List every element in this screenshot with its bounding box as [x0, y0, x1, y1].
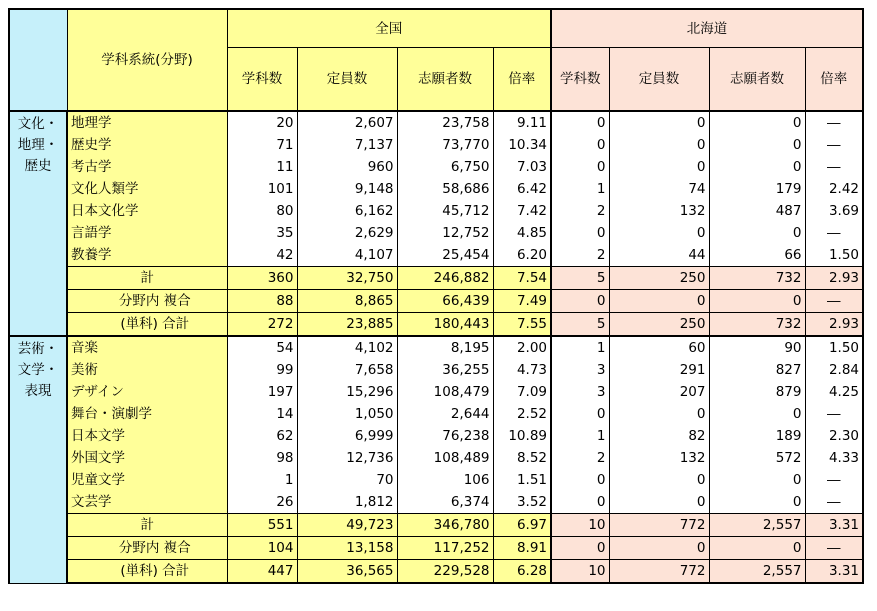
national-applicants-cell: 76,238	[397, 425, 493, 447]
hokkaido-ratio-cell: 1.50	[805, 336, 863, 359]
hokkaido-col-count: 学科数	[551, 48, 609, 112]
hokkaido-capacity-cell: 0	[609, 491, 709, 514]
national-ratio-cell: 4.85	[493, 222, 551, 244]
hokkaido-capacity-cell: 0	[609, 290, 709, 313]
national-applicants-cell: 23,758	[397, 111, 493, 134]
hokkaido-capacity-cell: 60	[609, 336, 709, 359]
national-capacity-cell: 2,629	[297, 222, 397, 244]
table-row	[9, 469, 863, 491]
national-capacity-cell: 12,736	[297, 447, 397, 469]
hokkaido-applicants-cell: 90	[709, 336, 805, 359]
hokkaido-count-cell: 10	[551, 560, 609, 584]
hokkaido-applicants-cell: 879	[709, 381, 805, 403]
hokkaido-capacity-cell: 0	[609, 111, 709, 134]
hokkaido-capacity-cell: 44	[609, 244, 709, 267]
hokkaido-ratio-cell: 2.93	[805, 267, 863, 290]
hokkaido-col-capacity: 定員数	[609, 48, 709, 112]
hokkaido-count-cell: 1	[551, 336, 609, 359]
national-applicants-cell: 25,454	[397, 244, 493, 267]
national-applicants-cell: 346,780	[397, 514, 493, 537]
national-applicants-cell: 106	[397, 469, 493, 491]
table-row	[9, 425, 863, 447]
national-ratio-cell: 4.73	[493, 359, 551, 381]
hokkaido-applicants-cell: 2,557	[709, 560, 805, 584]
national-ratio-cell: 6.97	[493, 514, 551, 537]
hokkaido-applicants-cell: 732	[709, 313, 805, 337]
category-label: 地理・	[17, 137, 59, 153]
national-col-ratio: 倍率	[493, 48, 551, 112]
national-ratio-cell: 7.42	[493, 200, 551, 222]
national-applicants-cell: 108,479	[397, 381, 493, 403]
hokkaido-ratio-cell: 2.93	[805, 313, 863, 337]
national-count-cell: 1	[227, 469, 297, 491]
hokkaido-capacity-cell: 0	[609, 403, 709, 425]
hokkaido-applicants-cell: 0	[709, 403, 805, 425]
national-applicants-cell: 45,712	[397, 200, 493, 222]
table-row	[9, 359, 863, 381]
hokkaido-ratio-cell: 4.33	[805, 447, 863, 469]
hokkaido-applicants-cell: 0	[709, 222, 805, 244]
national-applicants-cell: 73,770	[397, 134, 493, 156]
composite-label: 分野内 複合	[67, 537, 227, 560]
national-count-cell: 272	[227, 313, 297, 337]
national-capacity-cell: 70	[297, 469, 397, 491]
national-ratio-cell: 7.49	[493, 290, 551, 313]
hokkaido-applicants-cell: 179	[709, 178, 805, 200]
national-capacity-cell: 23,885	[297, 313, 397, 337]
hokkaido-count-cell: 5	[551, 313, 609, 337]
national-applicants-cell: 117,252	[397, 537, 493, 560]
national-ratio-cell: 7.54	[493, 267, 551, 290]
hokkaido-capacity-cell: 74	[609, 178, 709, 200]
category-label: 文化・	[17, 116, 59, 132]
hokkaido-count-cell: 0	[551, 156, 609, 178]
hokkaido-count-cell: 0	[551, 491, 609, 514]
national-col-capacity: 定員数	[297, 48, 397, 112]
national-count-cell: 360	[227, 267, 297, 290]
national-capacity-cell: 2,607	[297, 111, 397, 134]
table-body	[9, 111, 863, 583]
national-col-count: 学科数	[227, 48, 297, 112]
hokkaido-applicants-cell: 2,557	[709, 514, 805, 537]
hokkaido-applicants-cell: 0	[709, 537, 805, 560]
hokkaido-capacity-cell: 0	[609, 156, 709, 178]
hokkaido-capacity-cell: 132	[609, 447, 709, 469]
hokkaido-applicants-cell: 0	[709, 156, 805, 178]
total-label: 計	[67, 267, 227, 290]
hokkaido-ratio-cell: ―	[805, 222, 863, 244]
dept-name-cell: 舞台・演劇学	[67, 403, 227, 425]
hokkaido-count-cell: 3	[551, 359, 609, 381]
hokkaido-ratio-cell: 2.42	[805, 178, 863, 200]
national-count-cell: 11	[227, 156, 297, 178]
table-row	[9, 403, 863, 425]
national-ratio-cell: 8.91	[493, 537, 551, 560]
single-label: (単科) 合計	[67, 313, 227, 337]
composite-row	[9, 537, 863, 560]
national-count-cell: 20	[227, 111, 297, 134]
hokkaido-ratio-cell: 2.30	[805, 425, 863, 447]
hokkaido-capacity-cell: 772	[609, 560, 709, 584]
hokkaido-applicants-cell: 0	[709, 491, 805, 514]
hokkaido-applicants-cell: 487	[709, 200, 805, 222]
admissions-table-container	[8, 8, 864, 584]
national-capacity-cell: 4,102	[297, 336, 397, 359]
hokkaido-header: 北海道	[551, 9, 863, 48]
national-capacity-cell: 7,137	[297, 134, 397, 156]
hokkaido-count-cell: 1	[551, 178, 609, 200]
single-total-row	[9, 560, 863, 584]
hokkaido-ratio-cell: ―	[805, 491, 863, 514]
dept-name-cell: 地理学	[67, 111, 227, 134]
national-applicants-cell: 246,882	[397, 267, 493, 290]
hokkaido-count-cell: 0	[551, 469, 609, 491]
hokkaido-applicants-cell: 66	[709, 244, 805, 267]
hokkaido-ratio-cell: ―	[805, 469, 863, 491]
national-capacity-cell: 15,296	[297, 381, 397, 403]
hokkaido-count-cell: 0	[551, 403, 609, 425]
table-row	[9, 447, 863, 469]
national-applicants-cell: 58,686	[397, 178, 493, 200]
table-row	[9, 491, 863, 514]
national-ratio-cell: 6.28	[493, 560, 551, 584]
hokkaido-ratio-cell: ―	[805, 537, 863, 560]
national-applicants-cell: 6,750	[397, 156, 493, 178]
table-row	[9, 156, 863, 178]
hokkaido-applicants-cell: 827	[709, 359, 805, 381]
national-capacity-cell: 4,107	[297, 244, 397, 267]
hokkaido-count-cell: 2	[551, 244, 609, 267]
hokkaido-ratio-cell: ―	[805, 134, 863, 156]
hokkaido-capacity-cell: 0	[609, 134, 709, 156]
national-capacity-cell: 9,148	[297, 178, 397, 200]
hokkaido-applicants-cell: 572	[709, 447, 805, 469]
hokkaido-count-cell: 0	[551, 537, 609, 560]
hokkaido-count-cell: 2	[551, 200, 609, 222]
hokkaido-count-cell: 5	[551, 267, 609, 290]
national-count-cell: 447	[227, 560, 297, 584]
national-ratio-cell: 7.55	[493, 313, 551, 337]
hokkaido-applicants-cell: 0	[709, 469, 805, 491]
category-label: 表現	[24, 383, 52, 399]
dept-name-cell: デザイン	[67, 381, 227, 403]
national-count-cell: 14	[227, 403, 297, 425]
table-row	[9, 178, 863, 200]
hokkaido-ratio-cell: 2.84	[805, 359, 863, 381]
national-ratio-cell: 2.00	[493, 336, 551, 359]
hokkaido-ratio-cell: 4.25	[805, 381, 863, 403]
national-count-cell: 80	[227, 200, 297, 222]
table-row	[9, 134, 863, 156]
hokkaido-capacity-cell: 250	[609, 267, 709, 290]
total-row	[9, 267, 863, 290]
hokkaido-capacity-cell: 0	[609, 222, 709, 244]
national-capacity-cell: 13,158	[297, 537, 397, 560]
national-count-cell: 99	[227, 359, 297, 381]
hokkaido-ratio-cell: ―	[805, 403, 863, 425]
hokkaido-ratio-cell: ―	[805, 290, 863, 313]
national-applicants-cell: 6,374	[397, 491, 493, 514]
national-capacity-cell: 6,999	[297, 425, 397, 447]
category-label: 芸術・	[17, 341, 59, 357]
national-ratio-cell: 7.03	[493, 156, 551, 178]
national-capacity-cell: 6,162	[297, 200, 397, 222]
national-ratio-cell: 8.52	[493, 447, 551, 469]
dept-name-cell: 日本文学	[67, 425, 227, 447]
header-row-group	[9, 9, 863, 48]
hokkaido-applicants-cell: 189	[709, 425, 805, 447]
national-count-cell: 62	[227, 425, 297, 447]
hokkaido-count-cell: 1	[551, 425, 609, 447]
national-count-cell: 54	[227, 336, 297, 359]
hokkaido-count-cell: 2	[551, 447, 609, 469]
hokkaido-capacity-cell: 291	[609, 359, 709, 381]
national-applicants-cell: 229,528	[397, 560, 493, 584]
hokkaido-capacity-cell: 82	[609, 425, 709, 447]
hokkaido-ratio-cell: 3.31	[805, 514, 863, 537]
hokkaido-applicants-cell: 0	[709, 134, 805, 156]
hokkaido-ratio-cell: 1.50	[805, 244, 863, 267]
hokkaido-ratio-cell: 3.69	[805, 200, 863, 222]
national-ratio-cell: 10.89	[493, 425, 551, 447]
category-cell	[9, 111, 67, 336]
national-count-cell: 42	[227, 244, 297, 267]
composite-row	[9, 290, 863, 313]
national-applicants-cell: 36,255	[397, 359, 493, 381]
hokkaido-col-applicants: 志願者数	[709, 48, 805, 112]
national-ratio-cell: 1.51	[493, 469, 551, 491]
hokkaido-count-cell: 3	[551, 381, 609, 403]
hokkaido-count-cell: 0	[551, 222, 609, 244]
table-row	[9, 111, 863, 134]
hokkaido-applicants-cell: 0	[709, 290, 805, 313]
national-capacity-cell: 49,723	[297, 514, 397, 537]
category-label: 歴史	[24, 158, 52, 174]
total-row	[9, 514, 863, 537]
national-ratio-cell: 7.09	[493, 381, 551, 403]
national-count-cell: 35	[227, 222, 297, 244]
national-capacity-cell: 7,658	[297, 359, 397, 381]
dept-name-cell: 文化人類学	[67, 178, 227, 200]
dept-name-cell: 歴史学	[67, 134, 227, 156]
single-total-row	[9, 313, 863, 337]
hokkaido-capacity-cell: 250	[609, 313, 709, 337]
national-applicants-cell: 108,489	[397, 447, 493, 469]
national-count-cell: 71	[227, 134, 297, 156]
dept-name-cell: 音楽	[67, 336, 227, 359]
national-capacity-cell: 8,865	[297, 290, 397, 313]
hokkaido-capacity-cell: 772	[609, 514, 709, 537]
national-ratio-cell: 6.20	[493, 244, 551, 267]
table-row	[9, 200, 863, 222]
hokkaido-capacity-cell: 207	[609, 381, 709, 403]
dept-name-cell: 日本文化学	[67, 200, 227, 222]
hokkaido-count-cell: 0	[551, 290, 609, 313]
national-applicants-cell: 180,443	[397, 313, 493, 337]
dept-name-cell: 文芸学	[67, 491, 227, 514]
table-row	[9, 381, 863, 403]
dept-name-cell: 考古学	[67, 156, 227, 178]
national-capacity-cell: 36,565	[297, 560, 397, 584]
dept-name-cell: 外国文学	[67, 447, 227, 469]
hokkaido-ratio-cell: ―	[805, 111, 863, 134]
national-ratio-cell: 6.42	[493, 178, 551, 200]
national-ratio-cell: 10.34	[493, 134, 551, 156]
category-cell	[9, 336, 67, 583]
national-applicants-cell: 8,195	[397, 336, 493, 359]
national-col-applicants: 志願者数	[397, 48, 493, 112]
national-count-cell: 98	[227, 447, 297, 469]
national-applicants-cell: 12,752	[397, 222, 493, 244]
hokkaido-capacity-cell: 0	[609, 537, 709, 560]
national-count-cell: 197	[227, 381, 297, 403]
national-capacity-cell: 1,812	[297, 491, 397, 514]
national-header: 全国	[227, 9, 551, 48]
national-applicants-cell: 2,644	[397, 403, 493, 425]
hokkaido-capacity-cell: 0	[609, 469, 709, 491]
national-capacity-cell: 960	[297, 156, 397, 178]
national-capacity-cell: 1,050	[297, 403, 397, 425]
table-row	[9, 336, 863, 359]
category-label: 文学・	[17, 362, 59, 378]
admissions-table	[8, 8, 864, 584]
national-ratio-cell: 9.11	[493, 111, 551, 134]
national-count-cell: 101	[227, 178, 297, 200]
hokkaido-ratio-cell: 3.31	[805, 560, 863, 584]
hokkaido-capacity-cell: 132	[609, 200, 709, 222]
table-row	[9, 222, 863, 244]
single-label: (単科) 合計	[67, 560, 227, 584]
table-row	[9, 244, 863, 267]
national-ratio-cell: 2.52	[493, 403, 551, 425]
national-count-cell: 26	[227, 491, 297, 514]
dept-name-cell: 言語学	[67, 222, 227, 244]
national-applicants-cell: 66,439	[397, 290, 493, 313]
national-ratio-cell: 3.52	[493, 491, 551, 514]
national-count-cell: 551	[227, 514, 297, 537]
dept-name-cell: 児童文学	[67, 469, 227, 491]
hokkaido-ratio-cell: ―	[805, 156, 863, 178]
hokkaido-count-cell: 0	[551, 111, 609, 134]
hokkaido-applicants-cell: 732	[709, 267, 805, 290]
national-capacity-cell: 32,750	[297, 267, 397, 290]
composite-label: 分野内 複合	[67, 290, 227, 313]
national-count-cell: 104	[227, 537, 297, 560]
hokkaido-count-cell: 0	[551, 134, 609, 156]
total-label: 計	[67, 514, 227, 537]
dept-header: 学科系統(分野)	[67, 9, 227, 111]
hokkaido-col-ratio: 倍率	[805, 48, 863, 112]
hokkaido-applicants-cell: 0	[709, 111, 805, 134]
category-header-cell	[9, 9, 67, 111]
dept-name-cell: 教養学	[67, 244, 227, 267]
national-count-cell: 88	[227, 290, 297, 313]
hokkaido-count-cell: 10	[551, 514, 609, 537]
dept-name-cell: 美術	[67, 359, 227, 381]
